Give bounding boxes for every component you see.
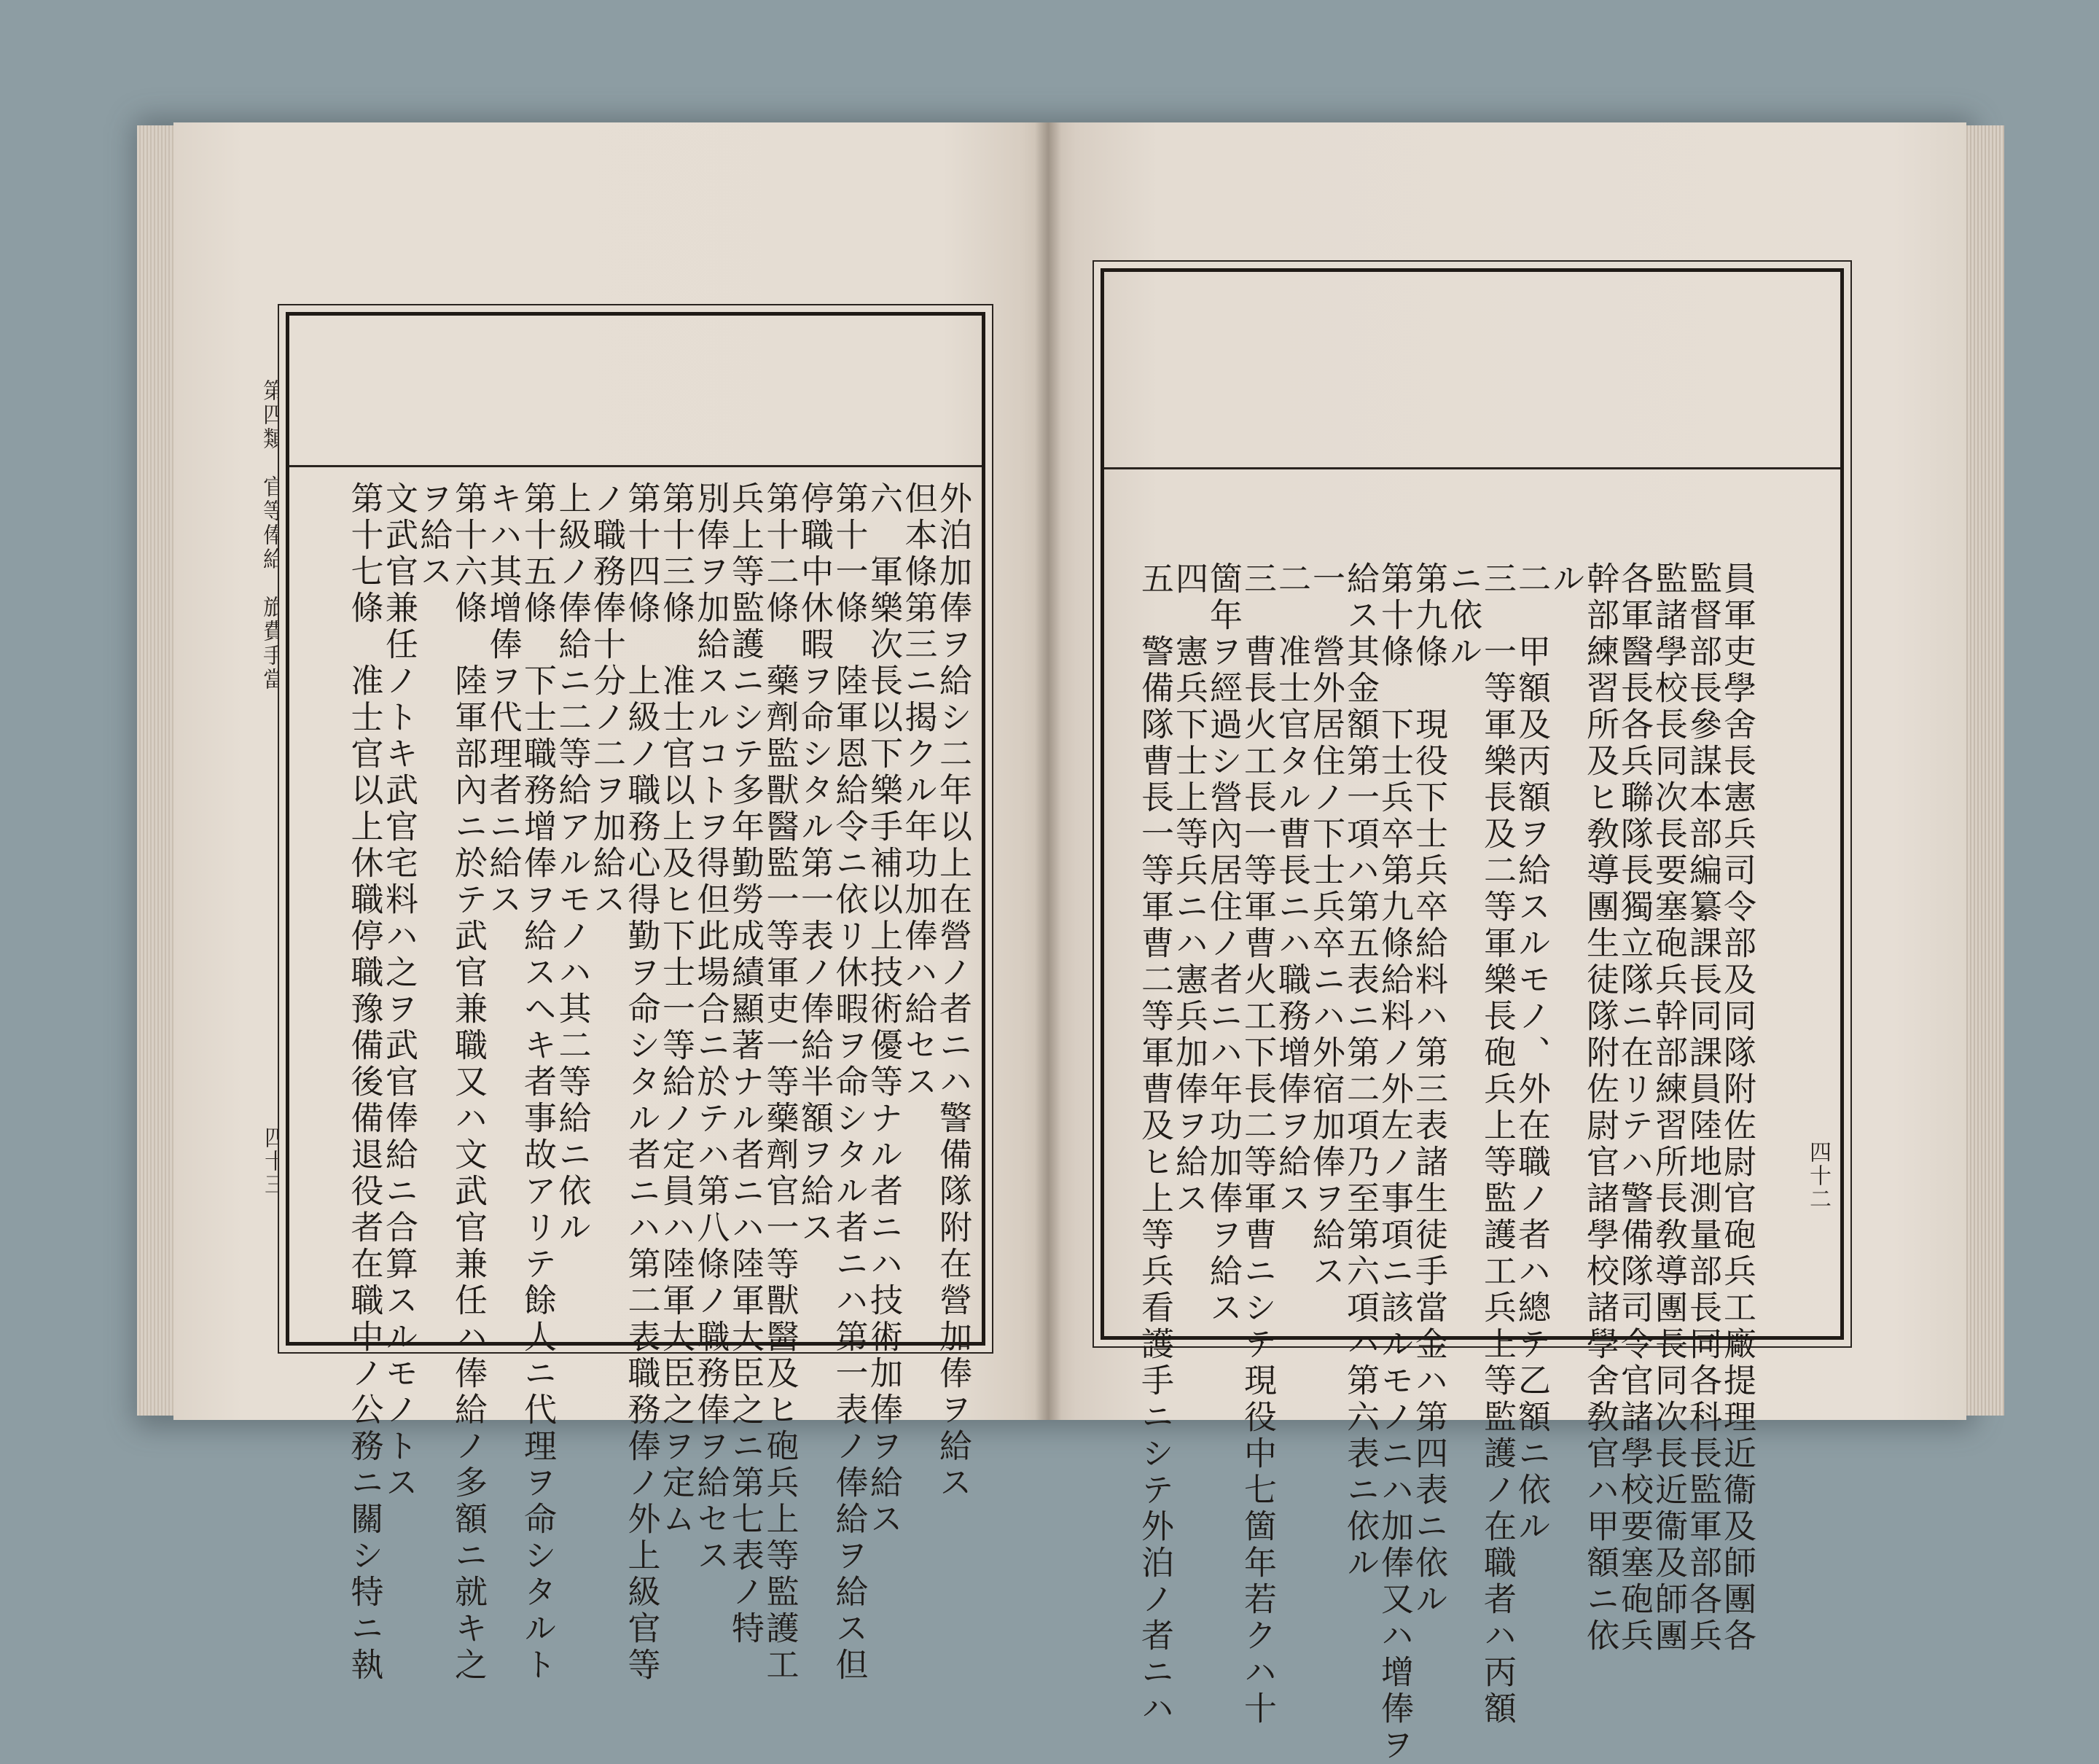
text-column: 幹部練習所及ヒ敎導團生徒隊附佐尉官諸學校諸學舍敎官ハ甲額ニ依 [1581, 561, 1619, 1655]
folio-left: 四十三 [260, 1126, 286, 1196]
text-column: 監諸學校長同次長要塞砲兵幹部練習所長敎導團長同次長近衞及師團 [1649, 561, 1688, 1655]
text-column: 二 准士官タル曹長ニハ職務增俸ヲ給ス [1273, 561, 1311, 1217]
text-column: 五 警備隊曹長一等軍曹二等軍曹及ヒ上等兵看護手ニシテ外泊ノ者ニハ [1136, 561, 1174, 1728]
text-column: ノ職務俸十分ノ二ヲ加給ス [587, 481, 626, 918]
text-column: 四 憲兵下士上等兵ニハ憲兵加俸ヲ給ス [1170, 561, 1208, 1217]
text-column: 給ス其金額第一項ハ第五表ニ第二項乃至第六項ハ第六表ニ依ル [1341, 561, 1380, 1582]
text-column: 文武官兼任ノトキ武官宅料ハ之ヲ武官俸給ニ合算スルモノトス [380, 481, 418, 1502]
text-column: 箇年ヲ經過シ營內居住ノ者ニハ年功加俸ヲ給ス [1204, 561, 1243, 1327]
folio-right: 四十二 [1805, 1141, 1831, 1211]
right-page-edges [1961, 125, 2004, 1416]
text-column: 第十五條 下士職務增俸ヲ給スヘキ者事故アリテ餘人ニ代理ヲ命シタルト [518, 481, 557, 1684]
text-column: ヲ給ス [414, 481, 453, 590]
text-column: 一 營外居住ノ下士兵卒ニハ外宿加俸ヲ給ス [1307, 561, 1345, 1290]
text-column: 停職中休暇ヲ命シタル第一表ノ俸給半額ヲ給ス [795, 481, 834, 1246]
text-column: 上級ノ俸給ニ二等給アルモノハ其二等給ニ依ル [552, 481, 592, 1246]
text-column: 第九條 現役下士兵卒給料ハ第三表諸生徒手當金ハ第四表ニ依ル [1410, 561, 1448, 1618]
text-column: 監督部長參謀本部編纂課長同課員陸地測量部長同各科長監軍部各兵 [1684, 561, 1722, 1655]
text-column: 第十七條 准士官以上休職停職豫備後備退役者在職中ノ公務ニ關シ特ニ執 [345, 481, 384, 1684]
text-column: ニ依ル [1444, 561, 1482, 671]
text-column: 兵上等監護ニシテ多年勤勞成績顯著ナル者ニハ陸軍大臣之ニ第七表ノ特 [726, 481, 765, 1647]
text-column: 別俸ヲ加給スルコトヲ得但此場合ニ於テハ第八條ノ職務俸ヲ給セス [691, 481, 730, 1574]
header-rule [289, 465, 982, 467]
text-column: 各軍醫長各兵聯隊長獨立隊ニ在リテハ警備隊司令官諸學校要塞砲兵 [1615, 561, 1654, 1655]
running-head: 第四類 官等俸給 旅費手當 [259, 379, 284, 692]
text-column: 但本條第三ニ揭クル年功加俸ハ給セス [899, 481, 938, 1101]
header-rule [1104, 467, 1840, 469]
text-column: 三 一等軍樂長及二等軍樂長砲兵上等監護工兵上等監護ノ在職者ハ丙額 [1478, 561, 1517, 1728]
text-column: 外泊加俸ヲ給シ二年以上在營ノ者ニハ警備隊附在營加俸ヲ給ス [934, 481, 972, 1502]
text-column: 員軍吏學舍長憲兵司令部及同隊附佐尉官砲兵工廠提理近衞及師團各 [1718, 561, 1756, 1655]
text-column: 三 曹長火工長一等軍曹火工下長二等軍曹ニシテ現役中七箇年若クハ十 [1238, 561, 1277, 1728]
text-column: 第十四條 上級ノ職務心得勤ヲ命シタル者ニハ第二表職務俸ノ外上級官等 [622, 481, 661, 1684]
text-column: キハ其增俸ヲ代理者ニ給ス [483, 481, 523, 918]
text-column: 二 甲額及丙額ヲ給スルモノ、外在職ノ者ハ總テ乙額ニ依ル [1512, 561, 1551, 1545]
text-column: ル [1547, 561, 1585, 598]
text-column: 第十條 下士兵卒第九條給料ノ外左ノ事項ニ該ルモノニハ加俸又ハ增俸ヲ [1375, 561, 1414, 1764]
text-column: 第十一條 陸軍恩給令ニ依リ休暇ヲ命シタル者ニハ第一表ノ俸給ヲ給ス但 [829, 481, 869, 1684]
text-column: 第十二條 藥劑監獸醫監一等軍吏一等藥劑官一等獸醫及ヒ砲兵上等監護工 [760, 481, 800, 1684]
text-column: 第十六條 陸軍部內ニ於テ武官兼職又ハ文武官兼任ハ俸給ノ多額ニ就キ之 [449, 481, 488, 1684]
gutter-shadow [1035, 122, 1061, 1420]
text-column: 六 軍樂次長以下樂手補以上技術優等ナル者ニハ技術加俸ヲ給ス [864, 481, 903, 1538]
text-column: 第十三條 准士官以上及ヒ下士一等給ノ定員ハ陸軍大臣之ヲ定ム [657, 481, 695, 1538]
